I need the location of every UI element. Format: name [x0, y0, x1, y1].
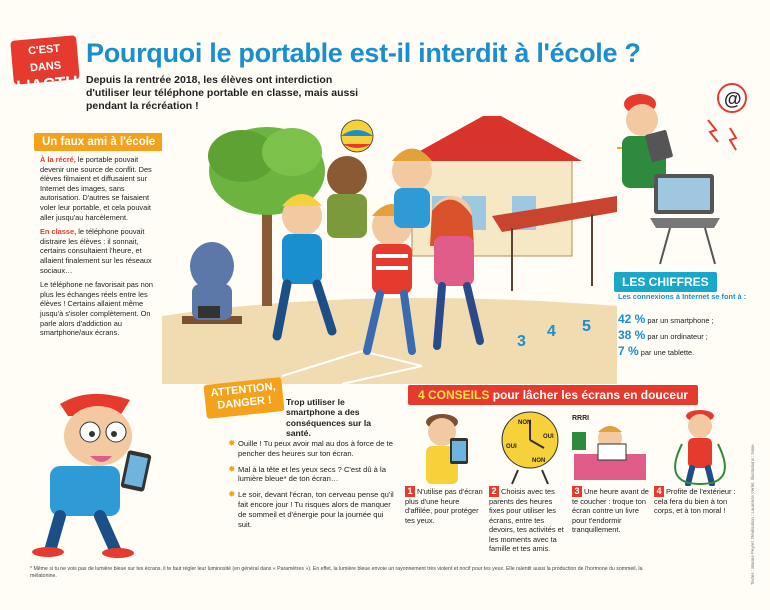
conseil-text: Choisis avec tes parents des heures fixes pour utiliser les écrans, entre tes devoirs, tes activités et les moments avec ta famille et tes amis. — [489, 487, 564, 554]
hopscotch-number-3: 3 — [517, 333, 526, 350]
attention-intro: Trop utiliser le smartphone a des conséquences sur la santé. — [286, 397, 372, 439]
stat-label: par un ordinateur ; — [647, 332, 708, 341]
paragraph-recre — [40, 155, 162, 222]
star-icon: ✸ — [228, 463, 236, 474]
star-icon: ✸ — [228, 438, 236, 448]
conseils-header-keyword: 4 CONSEILS — [418, 388, 490, 402]
tired-boy-drawing — [20, 386, 235, 558]
conseil-text: Une heure avant de te coucher : troque ton écran contre un livre pour t'endormir tranquillement. — [572, 487, 649, 535]
star-icon: ✸ — [228, 489, 236, 500]
stat-value: 42 % — [618, 312, 646, 326]
clock-label: OUI — [506, 444, 517, 450]
footnote: * Même si tu ne vois pas de lumière bleue sur tes écrans, il te faut régler leur luminosité (en général dans « Paramètres »). En effet, la lumière bleue envoie un rayonnement très violent et nocif pour tes yeux. Elle ralentit aussi la production de l'hormone du sommeil, la mélatonine. — [30, 566, 643, 579]
stat-tablette — [618, 344, 694, 358]
attention-line1: ATTENTION, — [210, 380, 277, 400]
keyword-recre: À la récré, — [40, 155, 76, 164]
conseil-text: N'utilise pas d'écran plus d'une heure d'affilée, pour protéger tes yeux. — [405, 487, 483, 525]
chiffres-intro: Les connexions à Internet se font à : — [618, 292, 747, 301]
conseil-number: 3 — [572, 486, 582, 497]
clock-drawing — [488, 404, 568, 486]
conseil-text: Profite de l'extérieur : cela fera du bien à ton corps, et à ton moral ! — [654, 487, 736, 516]
stat-value: 38 % — [618, 328, 646, 342]
conseil-2 — [489, 486, 569, 553]
playground-drawing — [162, 116, 617, 384]
section-header-faux-ami: Un faux ami à l'école — [34, 133, 163, 151]
clock-label: NON — [532, 458, 546, 464]
stat-smartphone — [618, 312, 714, 326]
paragraph-classe-text: le téléphone pouvait distraire les élèves : il sonnait, certains consultaient l'heure, et allaient finalement sur les réseaux sociaux… — [40, 227, 152, 275]
attention-line2: DANGER ! — [216, 394, 273, 412]
badge-line2: L'ACTU — [15, 72, 79, 97]
keyword-classe: En classe, — [40, 227, 77, 237]
boy-with-screens-illustration — [610, 68, 760, 266]
jump-rope-drawing — [652, 404, 742, 486]
clock-label: OUI — [543, 434, 554, 440]
boy-screens-drawing — [610, 68, 760, 266]
attention-points — [228, 439, 398, 535]
stat-label: par une tablette. — [640, 348, 695, 357]
clock-label: NON — [518, 420, 532, 426]
tired-boy-illustration — [20, 386, 235, 558]
conseil-4 — [654, 486, 738, 516]
section-text — [40, 155, 162, 343]
attention-point — [228, 490, 398, 529]
badge-line1: C'EST DANS — [27, 42, 62, 75]
conseil-number: 1 — [405, 486, 415, 497]
hopscotch-number-5: 5 — [582, 318, 591, 335]
alarm-text: RRRI — [572, 415, 590, 422]
stat-ordinateur — [618, 328, 708, 342]
conseils-header — [408, 385, 698, 405]
conseil-3 — [572, 486, 650, 535]
chiffres-header: LES CHIFFRES — [614, 272, 717, 292]
page-title: Pourquoi le portable est-il interdit à l'école ? — [86, 38, 641, 68]
stat-label: par un smartphone ; — [647, 316, 714, 325]
actu-badge — [10, 35, 80, 97]
attention-point-text: Ouille ! Tu peux avoir mal au dos à force de te pencher des heures sur ton écran. — [238, 439, 393, 458]
paragraph-recre-text: le portable pouvait devenir une source de conflit. Des élèves filmaient et diffusaient sur Internet des images, sans autorisation. D'autres se faisaient voler leur portable, et cela pouvait aller jusqu'au harcèlement. — [40, 155, 152, 222]
attention-point-text: Le soir, devant l'écran, ton cerveau pense qu'il fait encore jour ! Tu risques alors de manquer de sommeil et d'énergie pour la journée qui suit. — [238, 490, 394, 529]
conseil-number: 2 — [489, 486, 499, 497]
conseil-2-illustration — [488, 404, 568, 486]
attention-point-text: Mal à la tête et les yeux secs ? C'est dû à la lumière bleue* de ton écran… — [238, 464, 386, 484]
attention-point — [228, 465, 398, 485]
conseil-4-illustration — [652, 404, 742, 486]
attention-danger-label — [203, 377, 284, 419]
boy-tablet-drawing — [404, 404, 484, 486]
conseil-number: 4 — [654, 486, 664, 497]
conseils-header-text: pour lâcher les écrans en douceur — [489, 388, 689, 402]
conseil-1-illustration — [404, 404, 484, 486]
paragraph-isolement: Le téléphone ne favorisait pas non plus les échanges réels entre les élèves ! Certains allaient même jusqu'à s'isoler complètement. On parle alors d'addiction au smartphone/aux écrans. — [40, 280, 153, 338]
stat-value: 7 % — [618, 344, 639, 358]
paragraph-classe — [40, 227, 162, 275]
playground-illustration — [162, 116, 617, 384]
conseil-1 — [405, 486, 483, 525]
hopscotch-number-4: 4 — [547, 323, 556, 340]
attention-point — [228, 439, 398, 459]
reading-bed-drawing — [570, 404, 650, 486]
credits: Textes : Marine Peyret. Réalisation : Laurence Verlet. Illustrations : Ninie. — [750, 443, 755, 585]
conseil-3-illustration — [570, 404, 650, 486]
at-sign-icon: @ — [724, 89, 742, 109]
page-subtitle: Depuis la rentrée 2018, les élèves ont interdiction d'utiliser leur téléphone portable en classe, mais aussi pendant la récréation ! — [86, 74, 359, 112]
